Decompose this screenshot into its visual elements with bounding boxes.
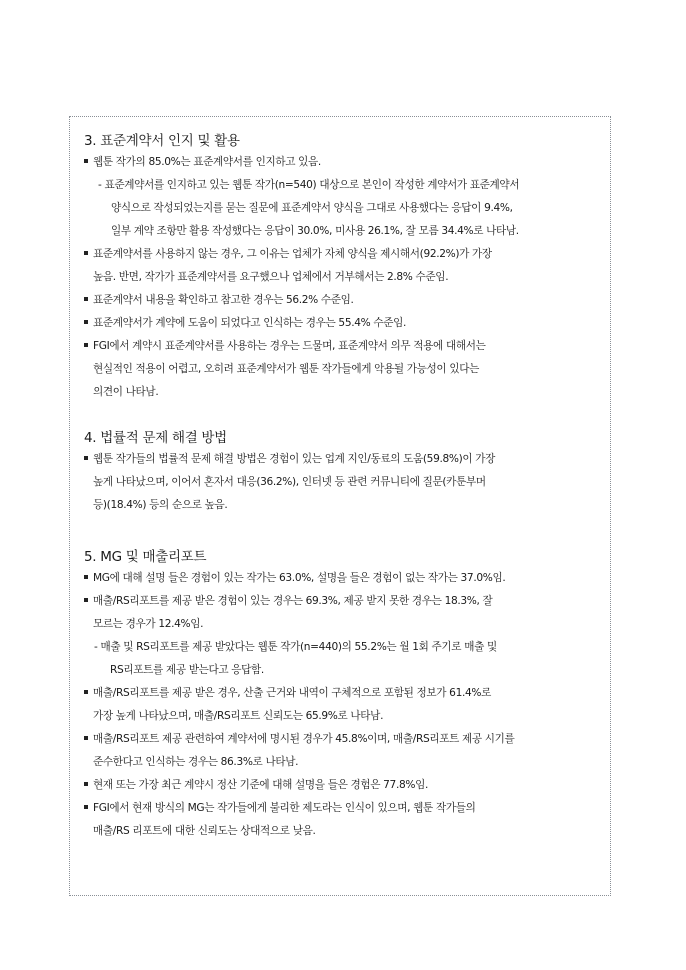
continuation-line: 높음. 반면, 작가가 표준계약서를 요구했으나 업체에서 거부해서는 2.8% 수준임. [93, 271, 449, 283]
section-title-4: 4. 법률적 문제 해결 방법 [84, 430, 227, 446]
continuation-line: 양식으로 작성되었는지를 묻는 질문에 표준계약서 양식을 그대로 사용했다는 응답이 9.4%, [111, 202, 513, 214]
continuation-line: 모르는 경우가 12.4%임. [93, 618, 204, 630]
bullet-line: 웹툰 작가의 85.0%는 표준계약서를 인지하고 있음. [84, 155, 321, 169]
section-title-5: 5. MG 및 매출리포트 [84, 549, 207, 565]
continuation-line: 높게 나타났으며, 이어서 혼자서 대응(36.2%), 인터넷 등 관련 커뮤니티에 질문(카툰부머 [93, 476, 486, 488]
bullet-line: 매출/RS리포트를 제공 받은 경험이 있는 경우는 69.3%, 제공 받지 못한 경우는 18.3%, 잘 [84, 594, 492, 608]
bullet-line: FGI에서 계약시 표준계약서를 사용하는 경우는 드물며, 표준계약서 의무 적용에 대해서는 [84, 339, 485, 353]
continuation-line: 준수한다고 인식하는 경우는 86.3%로 나타남. [93, 756, 299, 768]
bullet-line: MG에 대해 설명 들은 경험이 있는 작가는 63.0%, 설명을 들은 경험이 없는 작가는 37.0%임. [84, 571, 505, 585]
continuation-line: 의견이 나타남. [93, 386, 159, 398]
continuation-line: RS리포트를 제공 받는다고 응답함. [110, 664, 264, 676]
continuation-line: 현실적인 적용이 어렵고, 오히려 표준계약서가 웹툰 작가들에게 악용될 가능성이 있다는 [93, 363, 479, 375]
bullet-line: 웹툰 작가들의 법률적 문제 해결 방법은 경험이 있는 업계 지인/동료의 도움(59.8%)이 가장 [84, 452, 495, 466]
continuation-line: 매출/RS 리포트에 대한 신뢰도는 상대적으로 낮음. [93, 825, 316, 837]
continuation-line: 등)(18.4%) 등의 순으로 높음. [93, 499, 228, 511]
dash-line: - 매출 및 RS리포트를 제공 받았다는 웹툰 작가(n=440)의 55.2%는 월 1회 주기로 매출 및 [94, 641, 497, 653]
summary-box [69, 116, 611, 896]
bullet-line: 표준계약서를 사용하지 않는 경우, 그 이유는 업체가 자체 양식을 제시해서(92.2%)가 가장 [84, 247, 492, 261]
continuation-line: 일부 계약 조항만 활용 작성했다는 응답이 30.0%, 미사용 26.1%, 잘 모름 34.4%로 나타남. [111, 225, 519, 237]
bullet-line: 매출/RS리포트를 제공 받은 경우, 산출 근거와 내역이 구체적으로 포함된 정보가 61.4%로 [84, 686, 491, 700]
bullet-line: 표준계약서가 계약에 도움이 되었다고 인식하는 경우는 55.4% 수준임. [84, 316, 406, 330]
dash-line: - 표준계약서를 인지하고 있는 웹툰 작가(n=540) 대상으로 본인이 작성한 계약서가 표준계약서 [98, 179, 520, 191]
section-title-3: 3. 표준계약서 인지 및 활용 [84, 133, 240, 149]
bullet-line: 표준계약서 내용을 확인하고 참고한 경우는 56.2% 수준임. [84, 293, 354, 307]
continuation-line: 가장 높게 나타났으며, 매출/RS리포트 신뢰도는 65.9%로 나타남. [93, 710, 384, 722]
bullet-line: 현재 또는 가장 최근 계약시 정산 기준에 대해 설명을 들은 경험은 77.8%임. [84, 778, 428, 792]
bullet-line: FGI에서 현재 방식의 MG는 작가들에게 불리한 제도라는 인식이 있으며, 웹툰 작가들의 [84, 801, 476, 815]
bullet-line: 매출/RS리포트 제공 관련하여 계약서에 명시된 경우가 45.8%이며, 매출/RS리포트 제공 시기를 [84, 732, 514, 746]
